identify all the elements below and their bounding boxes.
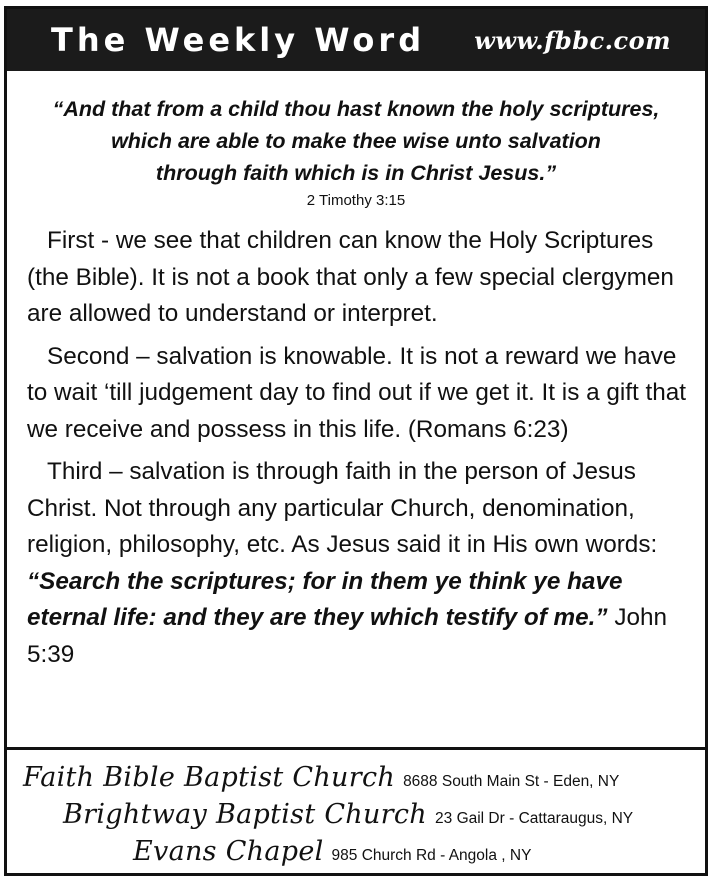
- church-line-evans: [133, 836, 531, 867]
- website-link[interactable]: www.fbbc.com: [474, 25, 671, 55]
- paragraph-second: Second – salvation is knowable. It is not a reward we have to wait ‘till judgement day to find out if we get it. It is a gift that we receive and possess in this life. (Romans 6:23): [27, 342, 687, 443]
- church-name: Brightway Baptist Church: [63, 799, 428, 830]
- church-line-brightway: [63, 799, 633, 830]
- paragraph-third: [27, 454, 695, 673]
- church-footer: [7, 747, 705, 873]
- quote-reference: 2 Timothy 3:15: [306, 192, 406, 209]
- article-body: [27, 223, 695, 679]
- header-bar: [7, 9, 705, 71]
- church-address: 23 Gail Dr - Cattaraugus, NY: [435, 810, 634, 827]
- paragraph-third-text: Third – salvation is through faith in the person of Jesus Christ. Not through any particular Church, denomination, religion, philosophy, etc. As Jesus said it in His own words:: [27, 458, 658, 558]
- church-address: 8688 South Main St - Eden, NY: [403, 773, 620, 790]
- quote-line: which are able to make thee wise unto salvation: [111, 129, 601, 153]
- quote-line: “And that from a child thou hast known the holy scriptures,: [52, 97, 660, 121]
- jesus-quote: “Search the scriptures; for in them ye think ye have eternal life: and they are they which testify of me.”: [27, 567, 623, 631]
- jesus-quote-reference: John 5:39: [27, 604, 668, 668]
- weekly-word-ad: [4, 6, 708, 876]
- church-address: 985 Church Rd - Angola , NY: [331, 847, 532, 864]
- quote-line: through faith which is in Christ Jesus.”: [155, 161, 557, 185]
- paragraph-first: First - we see that children can know the Holy Scriptures (the Bible). It is not a book that only a few special clergymen are allowed to understand or interpret.: [27, 227, 674, 327]
- scripture-quote: [7, 93, 705, 212]
- church-name: Faith Bible Baptist Church: [23, 762, 396, 793]
- ad-title: The Weekly Word: [51, 21, 426, 59]
- church-line-faith: [23, 762, 619, 793]
- church-name: Evans Chapel: [133, 836, 324, 867]
